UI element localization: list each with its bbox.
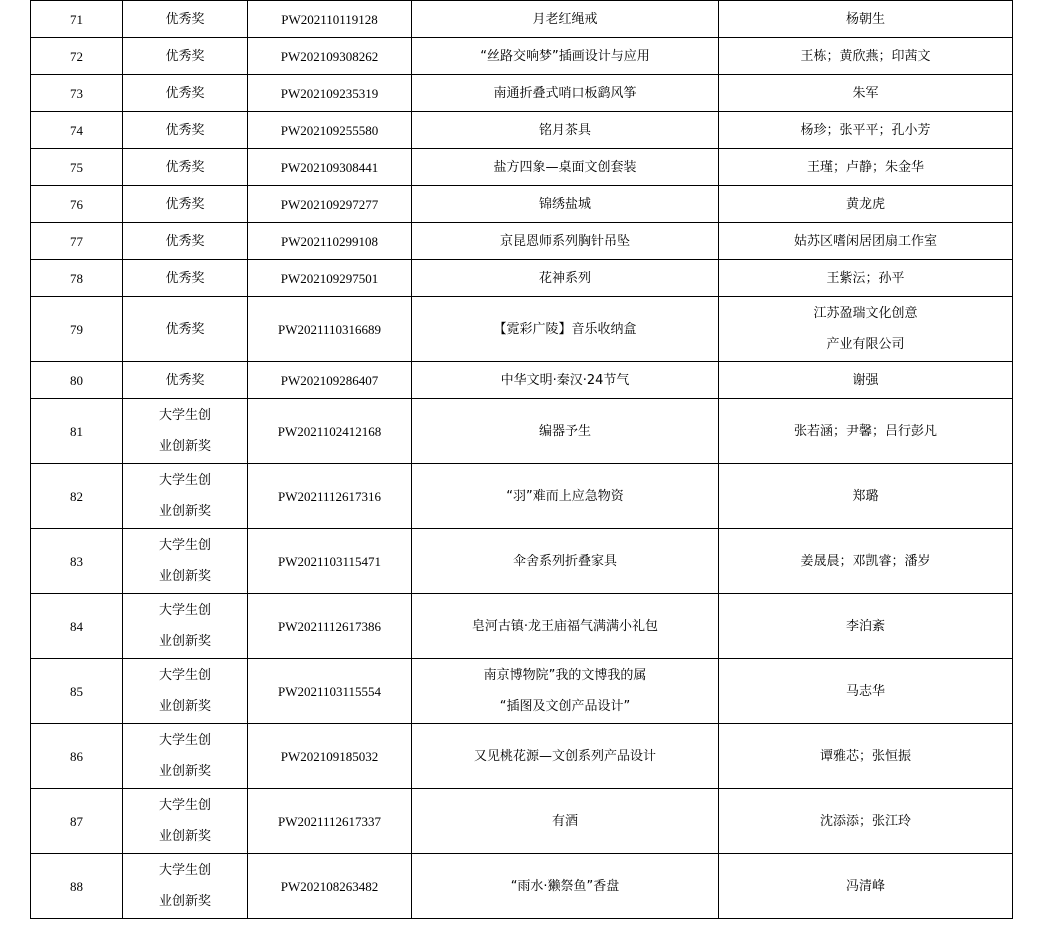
- work-title-cell-line: “插图及文创产品设计”: [499, 699, 631, 714]
- award-type-cell-line: 优秀奖: [165, 48, 205, 64]
- table-row: [31, 112, 1013, 149]
- table-row: [31, 854, 1013, 919]
- award-type-cell: [123, 149, 248, 186]
- row-number-cell: 79: [31, 297, 123, 362]
- award-type-cell-line: 业创新奖: [158, 894, 211, 909]
- author-cell: [719, 854, 1013, 919]
- row-number-cell: 83: [31, 529, 123, 594]
- award-type-cell-line: 优秀奖: [165, 233, 205, 249]
- row-number-cell: 84: [31, 594, 123, 659]
- entry-code-cell: PW2021103115471: [248, 529, 412, 594]
- work-title-cell: [412, 297, 719, 362]
- table-row: [31, 594, 1013, 659]
- author-cell: [719, 38, 1013, 75]
- row-number-cell: 71: [31, 1, 123, 38]
- award-type-cell: [123, 659, 248, 724]
- table-row: [31, 464, 1013, 529]
- award-type-cell: [123, 724, 248, 789]
- author-cell: [719, 297, 1013, 362]
- author-cell: [719, 594, 1013, 659]
- row-number-cell: 87: [31, 789, 123, 854]
- author-cell-line: 王紫沄；孙平: [826, 270, 905, 286]
- award-type-cell: [123, 594, 248, 659]
- entry-code-cell: PW2021103115554: [248, 659, 412, 724]
- author-cell-line: 马志华: [845, 683, 885, 699]
- award-type-cell: [123, 75, 248, 112]
- author-cell-line: 王瑾；卢静；朱金华: [806, 159, 924, 175]
- author-cell: [719, 399, 1013, 464]
- work-title-cell-line: 京昆恩师系列胸针吊坠: [499, 233, 630, 249]
- work-title-cell: [412, 223, 719, 260]
- table-row: [31, 659, 1013, 724]
- work-title-cell: [412, 260, 719, 297]
- author-cell: [719, 529, 1013, 594]
- author-cell: [719, 75, 1013, 112]
- work-title-cell-line: “羽”难而上应急物资: [506, 488, 624, 504]
- award-type-cell: [123, 399, 248, 464]
- table-row: [31, 38, 1013, 75]
- award-type-cell-line: 优秀奖: [165, 85, 205, 101]
- work-title-cell: [412, 724, 719, 789]
- row-number-cell: 73: [31, 75, 123, 112]
- table-row: [31, 362, 1013, 399]
- entry-code-cell: PW202109308262: [248, 38, 412, 75]
- author-cell-line: 姑苏区嗜闲居团扇工作室: [793, 233, 937, 249]
- award-type-cell-line: 大学生创: [158, 473, 211, 488]
- author-cell: [719, 260, 1013, 297]
- row-number-cell: 78: [31, 260, 123, 297]
- author-cell-line: 王栋；黄欣燕；印茜文: [800, 48, 931, 64]
- author-cell: [719, 223, 1013, 260]
- entry-code-cell: PW202109235319: [248, 75, 412, 112]
- work-title-cell-line: 有酒: [551, 813, 578, 829]
- entry-code-cell: PW2021102412168: [248, 399, 412, 464]
- author-cell: [719, 659, 1013, 724]
- author-cell: [719, 112, 1013, 149]
- author-cell-line: 江苏盈瑞文化创意: [813, 306, 918, 321]
- entry-code-cell: PW202109185032: [248, 724, 412, 789]
- award-type-cell-line: 优秀奖: [165, 11, 205, 27]
- award-type-cell: [123, 362, 248, 399]
- award-type-cell: [123, 112, 248, 149]
- table-row: [31, 529, 1013, 594]
- author-cell-line: 杨朝生: [845, 11, 885, 27]
- work-title-cell-line: 锦绣盐城: [538, 196, 591, 212]
- entry-code-cell: PW202109297277: [248, 186, 412, 223]
- work-title-cell: [412, 75, 719, 112]
- author-cell: [719, 186, 1013, 223]
- award-type-cell-line: 业创新奖: [158, 504, 211, 519]
- author-cell: [719, 464, 1013, 529]
- table-row: [31, 149, 1013, 186]
- author-cell-line: 沈添添；张江玲: [819, 813, 911, 829]
- row-number-cell: 88: [31, 854, 123, 919]
- work-title-cell-line: “雨水·獭祭鱼”香盘: [510, 878, 620, 894]
- work-title-cell-line: 铭月茶具: [538, 122, 591, 138]
- work-title-cell: [412, 362, 719, 399]
- author-cell-line: 姜晟晨；邓凯睿；潘岁: [800, 553, 931, 569]
- table-row: [31, 297, 1013, 362]
- award-type-cell-line: 业创新奖: [158, 439, 211, 454]
- work-title-cell-line: 南通折叠式哨口板鹞风筝: [493, 85, 637, 101]
- author-cell-line: 黄龙虎: [845, 196, 885, 212]
- author-cell: [719, 724, 1013, 789]
- work-title-cell: [412, 854, 719, 919]
- award-type-cell: [123, 38, 248, 75]
- work-title-cell: [412, 186, 719, 223]
- work-title-cell: [412, 529, 719, 594]
- work-title-cell-line: 南京博物院”我的文博我的属: [483, 668, 647, 683]
- author-cell: [719, 789, 1013, 854]
- row-number-cell: 74: [31, 112, 123, 149]
- author-cell: [719, 362, 1013, 399]
- award-type-cell: [123, 297, 248, 362]
- entry-code-cell: PW2021112617337: [248, 789, 412, 854]
- award-type-cell-line: 大学生创: [158, 668, 211, 683]
- entry-code-cell: PW2021112617316: [248, 464, 412, 529]
- entry-code-cell: PW2021112617386: [248, 594, 412, 659]
- award-type-cell-line: 优秀奖: [165, 270, 205, 286]
- work-title-cell: [412, 789, 719, 854]
- work-title-cell: [412, 149, 719, 186]
- awards-table-body: [31, 1, 1013, 919]
- entry-code-cell: PW202109286407: [248, 362, 412, 399]
- award-type-cell: [123, 854, 248, 919]
- work-title-cell-line: “丝路交响梦”插画设计与应用: [480, 48, 650, 64]
- award-type-cell-line: 大学生创: [158, 863, 211, 878]
- award-type-cell-line: 大学生创: [158, 408, 211, 423]
- author-cell-line: 谢强: [852, 372, 879, 388]
- author-cell-line: 张若涵；尹馨；吕行彭凡: [793, 423, 937, 439]
- author-cell: [719, 1, 1013, 38]
- work-title-cell: [412, 112, 719, 149]
- work-title-cell-line: 花神系列: [538, 270, 591, 286]
- table-row: [31, 399, 1013, 464]
- work-title-cell-line: 中华文明·秦汉·24节气: [500, 372, 630, 388]
- award-type-cell: [123, 789, 248, 854]
- award-type-cell-line: 大学生创: [158, 798, 211, 813]
- author-cell-line: 朱军: [852, 85, 879, 101]
- work-title-cell-line: 伞舍系列折叠家具: [512, 553, 617, 569]
- award-type-cell-line: 大学生创: [158, 733, 211, 748]
- award-type-cell-line: 优秀奖: [165, 321, 205, 337]
- row-number-cell: 77: [31, 223, 123, 260]
- award-type-cell: [123, 464, 248, 529]
- entry-code-cell: PW202108263482: [248, 854, 412, 919]
- work-title-cell: [412, 1, 719, 38]
- author-cell-line: 郑璐: [852, 488, 879, 504]
- table-row: [31, 186, 1013, 223]
- author-cell-line: 产业有限公司: [826, 337, 905, 352]
- work-title-cell-line: 又见桃花源—文创系列产品设计: [473, 748, 656, 764]
- award-type-cell: [123, 1, 248, 38]
- work-title-cell-line: 皂河古镇·龙王庙福气满满小礼包: [471, 618, 659, 634]
- row-number-cell: 82: [31, 464, 123, 529]
- table-row: [31, 724, 1013, 789]
- award-type-cell-line: 业创新奖: [158, 699, 211, 714]
- entry-code-cell: PW202109255580: [248, 112, 412, 149]
- work-title-cell-line: 盐方四象—桌面文创套装: [493, 159, 637, 175]
- work-title-cell: [412, 659, 719, 724]
- table-row: [31, 75, 1013, 112]
- award-type-cell-line: 大学生创: [158, 603, 211, 618]
- row-number-cell: 75: [31, 149, 123, 186]
- award-type-cell-line: 业创新奖: [158, 569, 211, 584]
- row-number-cell: 76: [31, 186, 123, 223]
- author-cell-line: 杨珍；张平平；孔小芳: [800, 122, 931, 138]
- award-type-cell: [123, 186, 248, 223]
- award-type-cell-line: 业创新奖: [158, 634, 211, 649]
- table-row: [31, 223, 1013, 260]
- work-title-cell-line: 月老红绳戒: [532, 11, 598, 27]
- work-title-cell-line: 【霓彩广陵】音乐收纳盒: [493, 321, 637, 337]
- row-number-cell: 86: [31, 724, 123, 789]
- work-title-cell-line: 编器予生: [538, 423, 591, 439]
- award-type-cell-line: 优秀奖: [165, 122, 205, 138]
- work-title-cell: [412, 399, 719, 464]
- row-number-cell: 81: [31, 399, 123, 464]
- author-cell-line: 谭雅芯；张恒振: [819, 748, 911, 764]
- row-number-cell: 72: [31, 38, 123, 75]
- work-title-cell: [412, 38, 719, 75]
- entry-code-cell: PW202110299108: [248, 223, 412, 260]
- table-row: [31, 260, 1013, 297]
- award-type-cell-line: 优秀奖: [165, 196, 205, 212]
- entry-code-cell: PW202109297501: [248, 260, 412, 297]
- entry-code-cell: PW2021110316689: [248, 297, 412, 362]
- entry-code-cell: PW202109308441: [248, 149, 412, 186]
- award-type-cell: [123, 223, 248, 260]
- author-cell-line: 李泊紊: [845, 618, 885, 634]
- author-cell-line: 冯清峰: [845, 878, 885, 894]
- entry-code-cell: PW202110119128: [248, 1, 412, 38]
- award-type-cell-line: 优秀奖: [165, 159, 205, 175]
- award-type-cell: [123, 529, 248, 594]
- author-cell: [719, 149, 1013, 186]
- work-title-cell: [412, 464, 719, 529]
- award-type-cell-line: 业创新奖: [158, 829, 211, 844]
- row-number-cell: 85: [31, 659, 123, 724]
- awards-table: [30, 0, 1013, 919]
- award-type-cell-line: 大学生创: [158, 538, 211, 553]
- work-title-cell: [412, 594, 719, 659]
- award-type-cell: [123, 260, 248, 297]
- table-row: [31, 789, 1013, 854]
- award-type-cell-line: 优秀奖: [165, 372, 205, 388]
- table-row: [31, 1, 1013, 38]
- row-number-cell: 80: [31, 362, 123, 399]
- award-type-cell-line: 业创新奖: [158, 764, 211, 779]
